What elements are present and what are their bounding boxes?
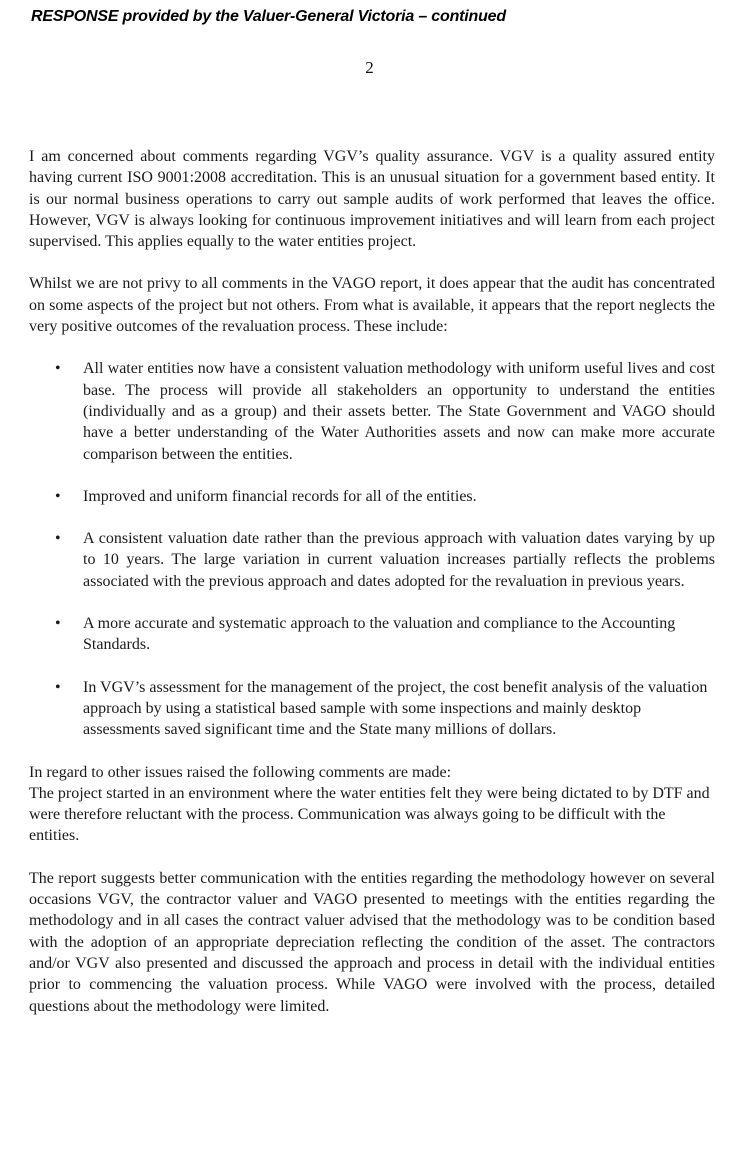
paragraph-audit-scope: Whilst we are not privy to all comments in the VAGO report, it does appear that the audit has concentrated on some aspects of the project but not others. From what is available, it appears that the report neglects the very positive outcomes of the revaluation process. These include: bbox=[29, 275, 715, 336]
list-item-text: In VGV’s assessment for the management of the project, the cost benefit analysis of the valuation approach by using a statistical based sample with some inspections and mainly desktop assessments saved significant time and the State many millions of dollars. bbox=[83, 678, 708, 739]
paragraph-quality-assurance: I am concerned about comments regarding VGV’s quality assurance. VGV is a quality assured entity having current ISO 9001:2008 accreditation. This is an unusual situation for a government based entity. It is our normal business operations to carry out sample audits of work performed that leaves the office. However, VGV is always looking for continuous improvement initiatives and will learn from each project supervised. This applies equally to the water entities project. bbox=[29, 148, 715, 251]
list-item-text: A more accurate and systematic approach to the valuation and compliance to the Accounting Standards. bbox=[83, 615, 676, 654]
bullet-icon: • bbox=[55, 615, 61, 633]
list-item bbox=[29, 677, 715, 741]
spacer bbox=[29, 847, 715, 868]
paragraph-project-environment: The project started in an environment where the water entities felt they were being dictated to by DTF and were therefore reluctant with the process. Communication was always going to be difficult with the entities. bbox=[29, 784, 710, 845]
list-item bbox=[29, 358, 715, 464]
paragraph-communication: The report suggests better communication with the entities regarding the methodology however on several occasions VGV, the contractor valuer and VAGO presented to meetings with the entities regarding the methodology and in all cases the contract valuer advised that the methodology was to be condition based with the adoption of an appropriate depreciation reflecting the condition of the asset. The contractors and/or VGV also presented and discussed the approach and process in detail with the individual entities prior to commencing the valuation process. While VAGO were involved with the process, detailed questions about the methodology were limited. bbox=[29, 869, 715, 1015]
list-item bbox=[29, 528, 715, 592]
paragraph-other-issues-intro: In regard to other issues raised the following comments are made: bbox=[29, 763, 452, 781]
bullet-icon: • bbox=[55, 678, 61, 696]
spacer bbox=[29, 252, 715, 273]
outcomes-list bbox=[29, 358, 715, 740]
list-item bbox=[29, 613, 715, 656]
bullet-icon: • bbox=[55, 530, 61, 548]
document-body bbox=[29, 146, 715, 1017]
list-item bbox=[29, 486, 715, 507]
bullet-icon: • bbox=[55, 360, 61, 378]
list-item-text: Improved and uniform financial records for all of the entities. bbox=[83, 487, 477, 505]
list-item-text: All water entities now have a consistent valuation methodology with uniform useful lives and cost base. The process will provide all stakeholders an opportunity to understand the entities (individually and as a group) and their assets better. The State Government and VAGO should have a better understanding of the Water Authorities assets and now can make more accurate comparison between the entities. bbox=[83, 360, 715, 463]
page-header: RESPONSE provided by the Valuer-General Victoria – continued bbox=[31, 8, 506, 25]
page-number: 2 bbox=[365, 58, 374, 77]
list-item-text: A consistent valuation date rather than the previous approach with valuation dates varying by up to 10 years. The large variation in current valuation increases partially reflects the problems associated with the previous approach and dates adopted for the revaluation in previous years. bbox=[83, 530, 715, 590]
bullet-icon: • bbox=[55, 487, 61, 505]
